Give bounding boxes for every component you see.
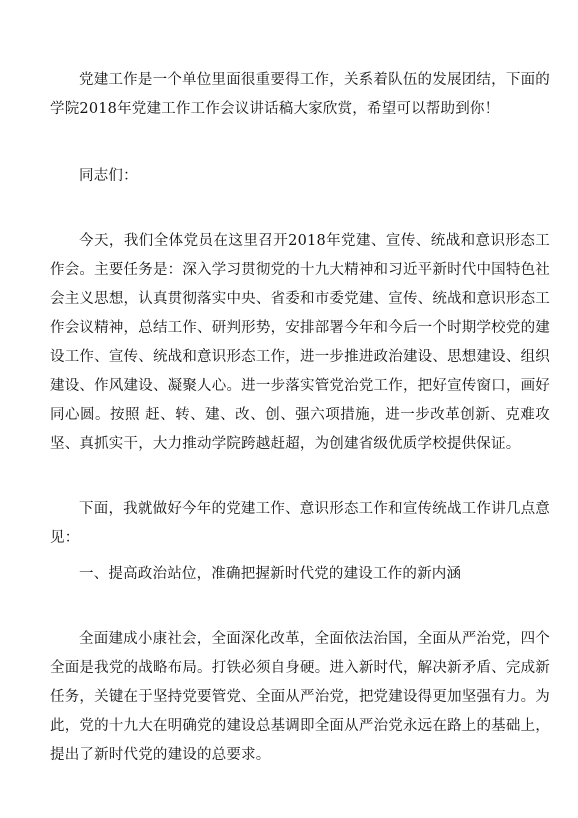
opening-paragraph: 今天，我们全体党员在这里召开2018年党建、宣传、统战和意识形态工作会。主要任务是：深入学习贯彻党的十九大精神和习近平新时代中国特色社会主义思想，认真贯彻落实中央、省委和市委党建、宣传、统战和意识形态工作会议精神，总结工作、研判形势，安排部署今年和今后一个时期学校党的建设工作、宣传、统战和意识形态工作，进一步推进政治建设、思想建设、组织建设、作风建设、凝聚人心。进一步落实管党治党工作，把好宣传窗口，画好同心圆。按照 赶、转、建、改、创、强六项措施，进一步改革创新、克难攻坚、真抓实干，大力推动学院跨越赶超，为创建省级优质学校提供保证。	[50, 233, 550, 452]
greeting-paragraph: 同志们：	[79, 168, 138, 184]
section-1-heading: 一、提高政治站位，准确把握新时代党的建设工作的新内涵	[79, 566, 462, 582]
intro-paragraph: 党建工作是一个单位里面很重要得工作，关系着队伍的发展团结，下面的学院2018年党建工作工作会议讲话稿大家欣赏，希望可以帮助到你！	[50, 72, 550, 117]
section-1-body: 全面建成小康社会，全面深化改革，全面依法治国，全面从严治党，四个全面是我党的战略布局。打铁必须自身硬。进入新时代，解决新矛盾、完成新任务，关键在于坚持党要管党、全面从严治党，把党建设得更加坚强有力。为此，党的十九大在明确党的建设总基调即全面从严治党永远在路上的基础上，提出了新时代党的建设的总要求。	[50, 631, 550, 763]
preface-paragraph: 下面，我就做好今年的党建工作、意识形态工作和宣传统战工作讲几点意见：	[50, 501, 550, 546]
